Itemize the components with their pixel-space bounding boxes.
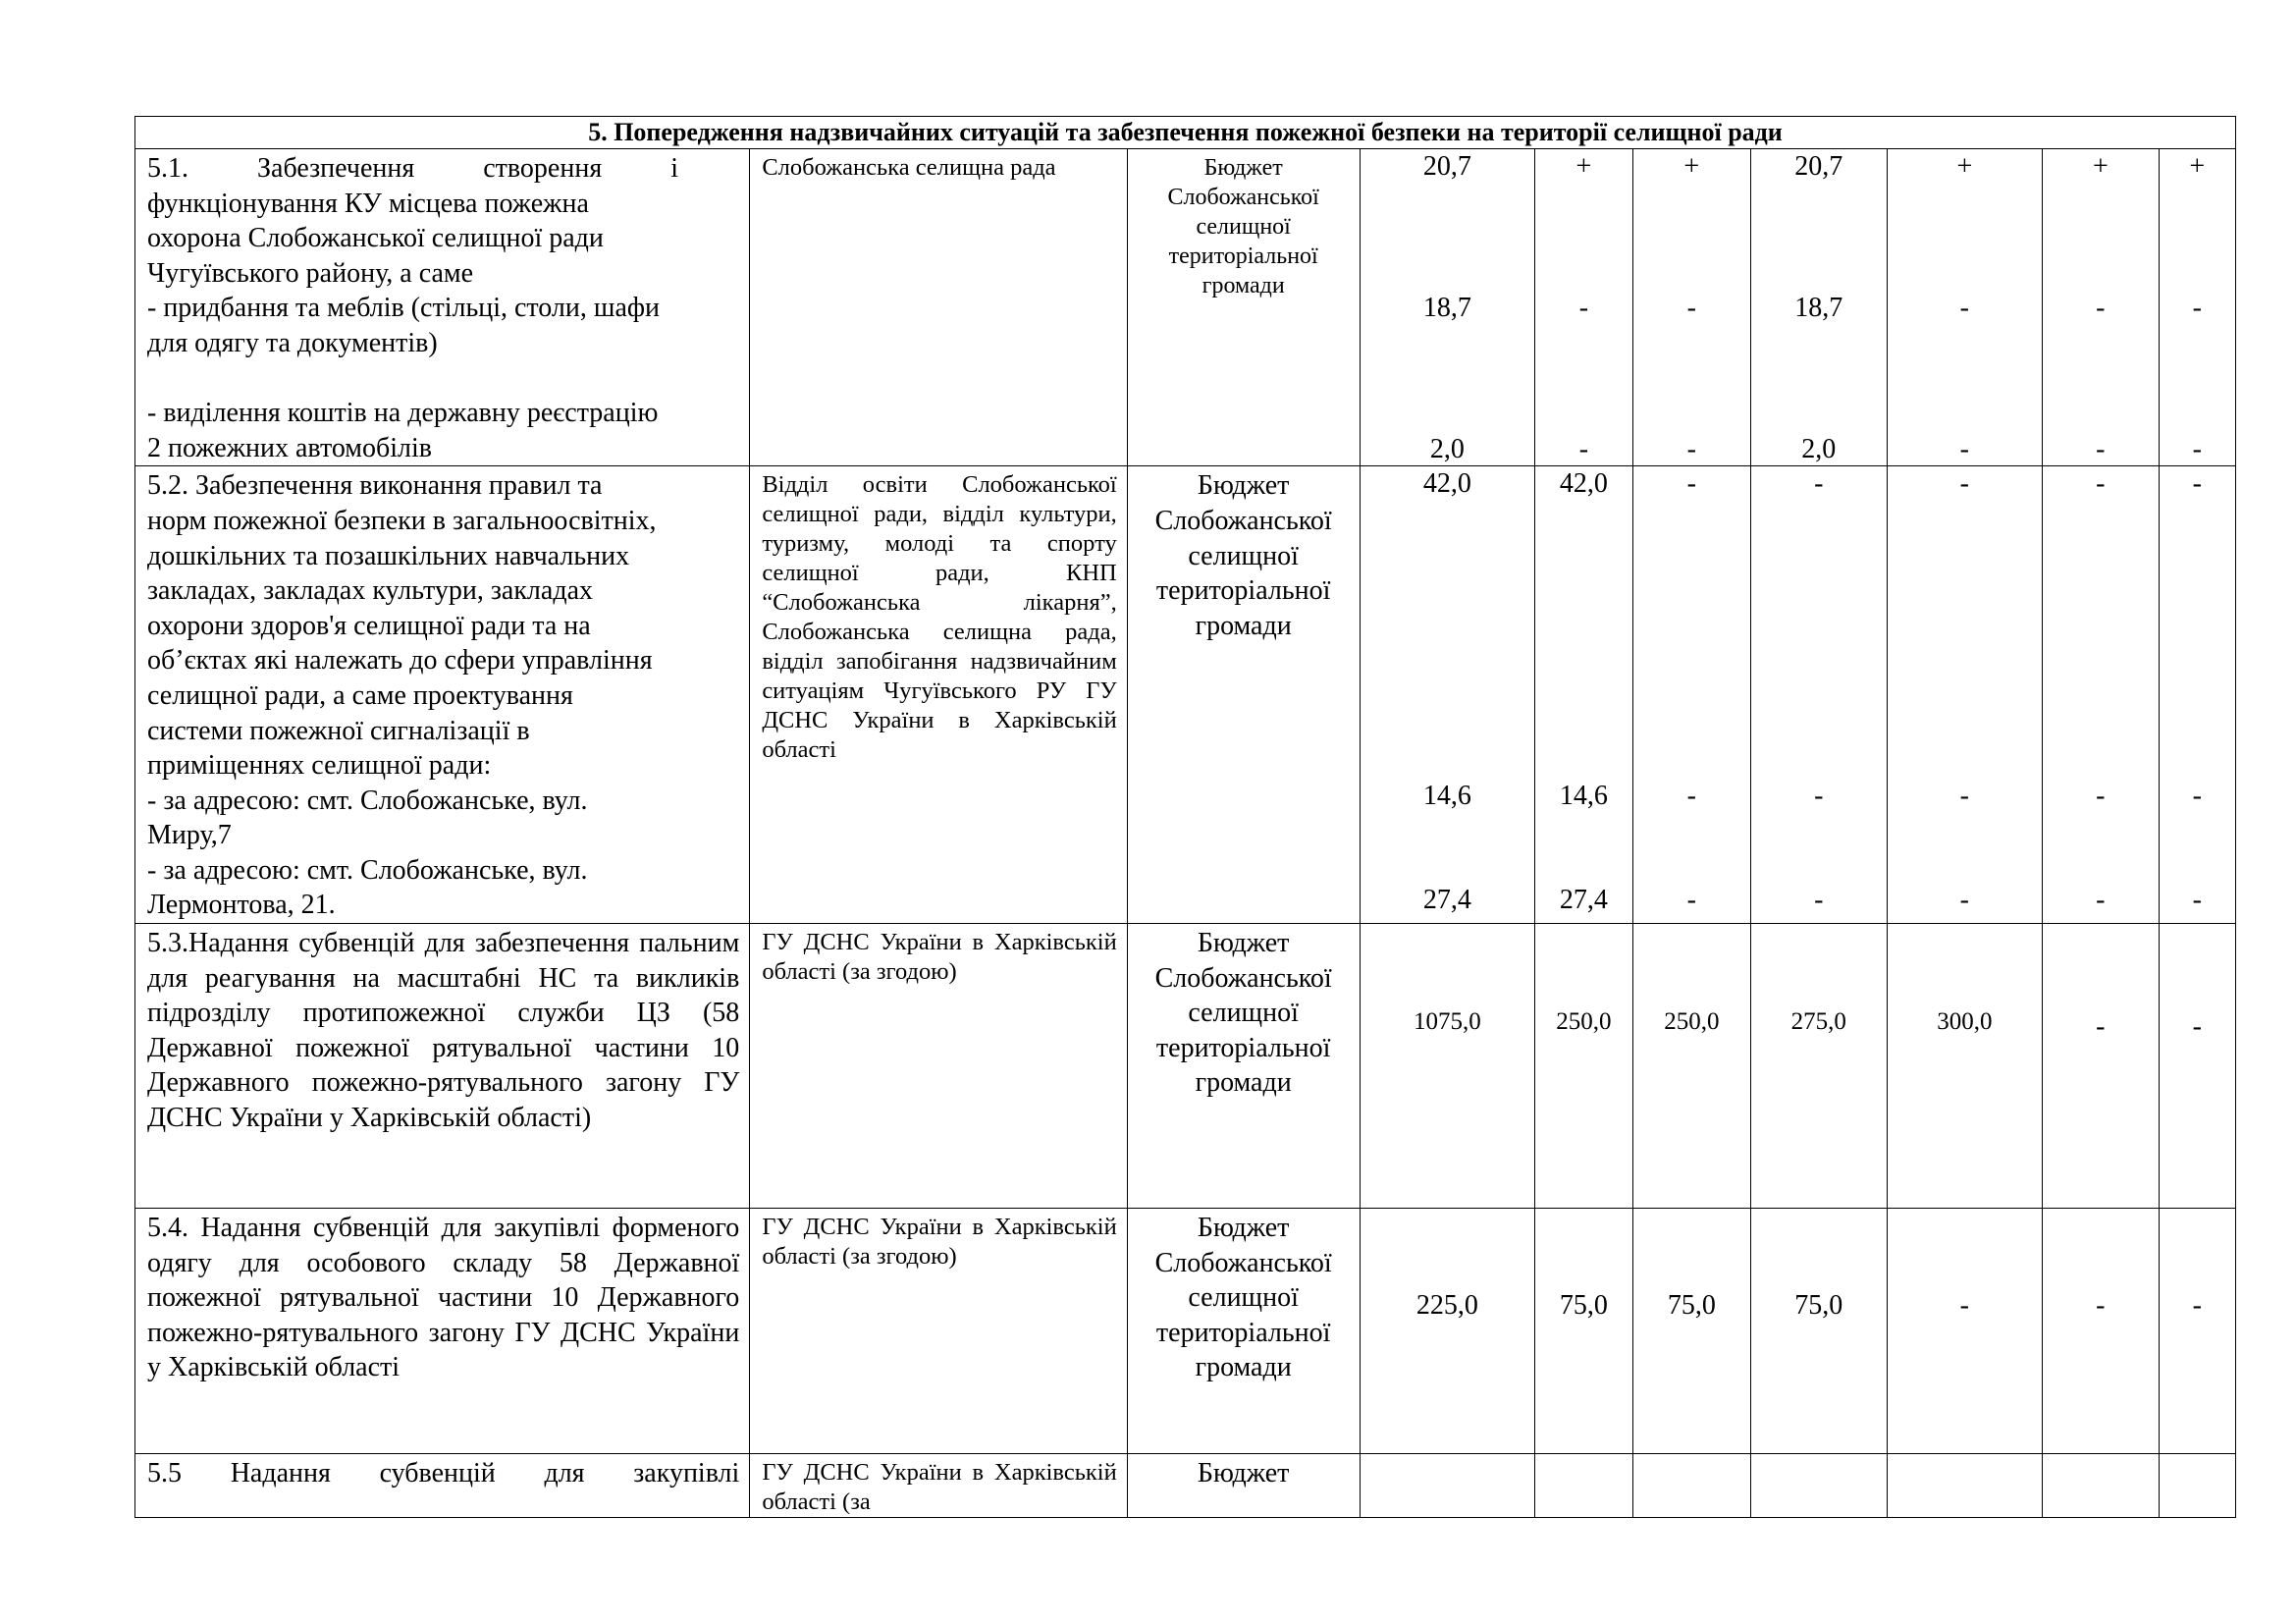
amount-year: +: [1956, 151, 1973, 182]
amount-year: -: [2159, 924, 2235, 1209]
desc-line: для одягу та документів): [147, 327, 438, 358]
desc-line: - придбання та меблів (стільці, столи, шафи: [147, 293, 661, 324]
desc-line: приміщеннях селищної ради:: [147, 750, 492, 782]
desc-line: 2 пожежних автомобілів: [147, 432, 433, 463]
desc-line: 5.5 Надання субвенцій для закупівлі: [147, 1458, 740, 1489]
desc-line: - за адресою: смт. Слобожанське, вул.: [147, 854, 588, 886]
amount-year: 275,0: [1751, 924, 1888, 1209]
desc-line: селищної ради, а саме проектування: [147, 679, 573, 711]
measure-description: 5.4. Надання субвенцій для закупівлі форменого одягу для особового складу 58 Державної пожежної рятувальної частини 10 Державного пожежно-рятувального загону ГУ ДСНС України у Харківській області: [135, 1209, 750, 1454]
amount-year: -: [2192, 468, 2202, 500]
desc-line: охорони здоров'я селищної ради та на: [147, 610, 591, 641]
funding-source: Бюджет Слобожанської селищної територіальної громади: [1127, 149, 1360, 466]
amount-year: -: [2043, 1209, 2159, 1454]
amount-year: 14,6: [1559, 781, 1608, 812]
desc-line: охорона Слобожанської селищної ради: [147, 223, 604, 254]
amount-year: -: [2096, 781, 2106, 812]
executor: Відділ освіти Слобожанської селищної ради, відділ культури, туризму, молоді та спорту селищної ради, КНП “Слобожанська лікарня”, Слобожанська селищна рада, відділ запобігання надзвичайним ситуаціям Чугуївського РУ ГУ ДСНС України в Харківській області: [750, 466, 1127, 924]
amount-year: -: [1959, 781, 1969, 812]
desc-line: системи пожежної сигналізації в: [147, 715, 530, 746]
amount-year: -: [2159, 1209, 2235, 1454]
amount-year: -: [2192, 885, 2202, 916]
amount-year: -: [2096, 293, 2106, 323]
amount-year: 250,0: [1535, 924, 1632, 1209]
amount-year: -: [2096, 468, 2106, 500]
funding-source: Бюджет Слобожанської селищної територіальної громади: [1127, 1209, 1360, 1454]
amount-year: -: [1814, 885, 1824, 916]
amount-year: +: [1683, 151, 1700, 182]
measure-description: [135, 466, 750, 924]
amount-total: 2,0: [1429, 434, 1465, 464]
desc-line: закладах, закладах культури, закладах: [147, 575, 594, 607]
measure-description: [135, 1454, 750, 1518]
amount-year: +: [2189, 151, 2206, 182]
section-title: 5. Попередження надзвичайних ситуацій та забезпечення пожежної безпеки на території селищної ради: [135, 117, 2236, 149]
desc-line: - виділення коштів на державну реєстрацію: [147, 398, 659, 429]
amount-year: +: [2092, 151, 2109, 182]
amount-total: [1360, 1454, 1535, 1518]
amount-year: -: [1686, 781, 1696, 812]
amount-year: 75,0: [1632, 1209, 1750, 1454]
table-row: [135, 1209, 2236, 1454]
amount-year: -: [1686, 293, 1696, 323]
amount-year: -: [1887, 1209, 2043, 1454]
amount-year: -: [1578, 434, 1589, 464]
amount-year: [2159, 1454, 2235, 1518]
table-row: [135, 149, 2236, 466]
amount-year: [1535, 1454, 1632, 1518]
executor: Слобожанська селищна рада: [750, 149, 1127, 466]
amount-total: 14,6: [1422, 781, 1471, 812]
amount-year: -: [1959, 293, 1969, 323]
table-row: [135, 466, 2236, 924]
desc-spacer: [147, 361, 739, 397]
desc-line: Миру,7: [147, 820, 232, 851]
desc-line: 5.2. Забезпечення виконання правил та: [147, 470, 603, 502]
amount-total: 27,4: [1422, 885, 1471, 916]
amount-total: 20,7: [1422, 151, 1471, 182]
funding-source: Бюджет Слобожанської селищної територіальної громади: [1127, 466, 1360, 924]
amount-year: -: [1959, 434, 1969, 464]
funding-source: Бюджет Слобожанської селищної територіальної громади: [1127, 924, 1360, 1209]
funding-source: Бюджет: [1127, 1454, 1360, 1518]
amount-year: 300,0: [1887, 924, 2043, 1209]
desc-line: Лермонтова, 21.: [147, 890, 336, 921]
amount-year: [1632, 1454, 1750, 1518]
amount-year: -: [1959, 468, 1969, 500]
amount-year: -: [2096, 434, 2106, 464]
amount-year: 20,7: [1794, 151, 1843, 182]
amount-year: -: [1686, 434, 1696, 464]
amount-year: 250,0: [1632, 924, 1750, 1209]
amount-year: [1887, 1454, 2043, 1518]
table-row: [135, 1454, 2236, 1518]
amount-year: -: [2192, 781, 2202, 812]
amount-year: 42,0: [1559, 468, 1608, 500]
amount-year: -: [2192, 434, 2202, 464]
amount-year: 2,0: [1801, 434, 1837, 464]
amount-year: [2043, 1454, 2159, 1518]
amount-total: 18,7: [1422, 293, 1471, 323]
executor: ГУ ДСНС України в Харківській області (за згодою): [750, 1209, 1127, 1454]
measure-description: 5.3.Надання субвенцій для забезпечення пальним для реагування на масштабні НС та викликів підрозділу протипожежної служби ЦЗ (58 Державної пожежної рятувальної частини 10 Державного пожежно-рятувального загону ГУ ДСНС України у Харківській області): [135, 924, 750, 1209]
desc-line: норм пожежної безпеки в загальноосвітніх,: [147, 505, 657, 536]
measure-description: [135, 149, 750, 466]
program-table: [134, 116, 2236, 1518]
amount-year: -: [2043, 924, 2159, 1209]
amount-year: -: [1814, 468, 1824, 500]
desc-line: 5.1. Забезпечення створення і: [147, 153, 678, 184]
amount-year: 75,0: [1751, 1209, 1888, 1454]
amount-year: +: [1575, 151, 1592, 182]
amount-year: -: [1959, 885, 1969, 916]
amount-year: -: [1686, 885, 1696, 916]
executor: ГУ ДСНС України в Харківській області (за: [750, 1454, 1127, 1518]
amount-year: -: [2192, 293, 2202, 323]
amount-year: -: [1686, 468, 1696, 500]
desc-line: - за адресою: смт. Слобожанське, вул.: [147, 785, 588, 816]
executor: ГУ ДСНС України в Харківській області (за згодою): [750, 924, 1127, 1209]
table-row: [135, 924, 2236, 1209]
amount-year: [1751, 1454, 1888, 1518]
desc-line: Чугуївського району, а саме: [147, 257, 474, 289]
amount-total: 225,0: [1360, 1209, 1535, 1454]
amount-year: -: [2096, 885, 2106, 916]
section-header-row: [135, 117, 2236, 149]
amount-total: 42,0: [1422, 468, 1471, 500]
desc-line: об’єктах які належать до сфери управління: [147, 645, 653, 677]
amount-year: 27,4: [1559, 885, 1608, 916]
desc-line: функціонування КУ місцева пожежна: [147, 188, 589, 219]
amount-total: 1075,0: [1360, 924, 1535, 1209]
amount-year: -: [1578, 293, 1589, 323]
amount-year: 18,7: [1794, 293, 1843, 323]
amount-year: -: [1814, 781, 1824, 812]
amount-year: 75,0: [1535, 1209, 1632, 1454]
desc-line: дошкільних та позашкільних навчальних: [147, 540, 630, 571]
